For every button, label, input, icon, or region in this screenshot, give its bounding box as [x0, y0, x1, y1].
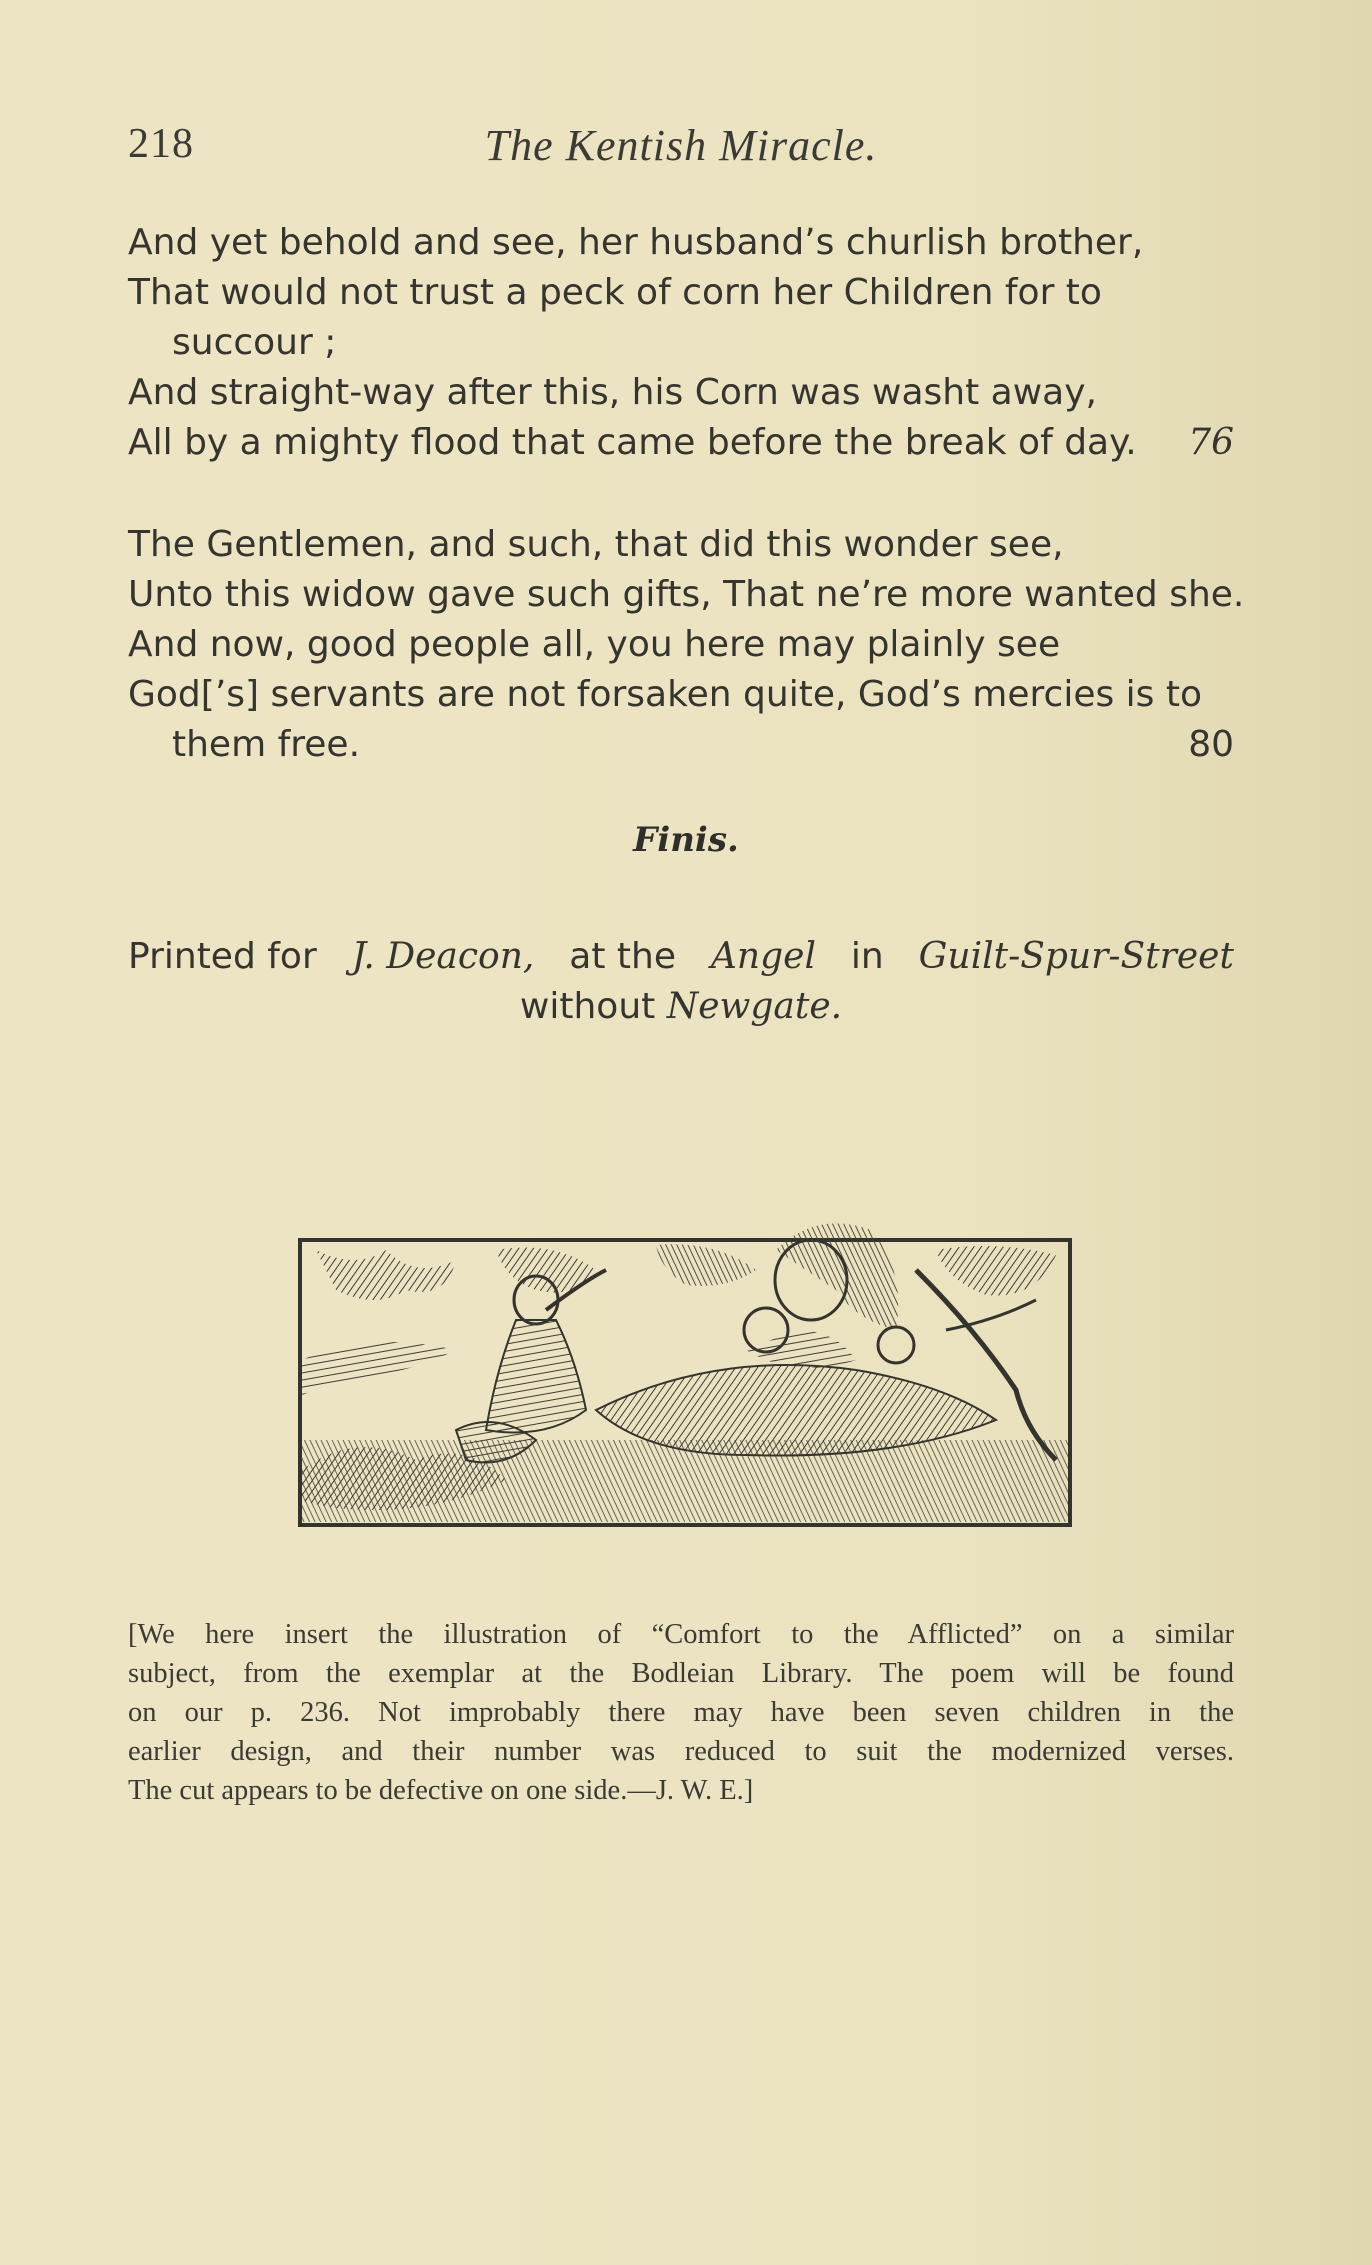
imprint-in: in — [850, 936, 884, 977]
note-line: subject, from the exemplar at the Bodleian Library. The poem will be found — [128, 1658, 1234, 1689]
verse-line-text: All by a mighty flood that came before the break of day. — [128, 422, 1137, 463]
page-header — [128, 120, 1234, 180]
imprint-line-2 — [128, 982, 1234, 1032]
note-line: earlier design, and their number was reduced to suit the modernized verses. — [128, 1736, 1234, 1767]
verse-line: And yet behold and see, her husband’s churlish brother, — [128, 222, 1144, 263]
verse-line-numbered — [128, 418, 1234, 468]
imprint-street: Guilt-Spur-Street — [918, 936, 1234, 977]
imprint-sign: Angel — [710, 936, 816, 977]
note-line: on our p. 236. Not improbably there may have been seven children in the — [128, 1697, 1234, 1728]
running-title: The Kentish Miracle. — [484, 121, 878, 170]
imprint-line-1 — [128, 932, 1234, 982]
editor-note — [128, 1615, 1234, 1810]
note-line: The cut appears to be defective on one side.—J. W. E.] — [128, 1775, 754, 1806]
line-number: 80 — [1188, 724, 1234, 765]
stanza-2 — [128, 520, 1245, 770]
imprint-printed-for: Printed for — [128, 936, 317, 977]
verse-line: Unto this widow gave such gifts, That ne’re more wanted she. — [128, 574, 1245, 615]
verse-line-continuation: succour ; — [172, 322, 337, 363]
woodcut-illustration-icon — [296, 1210, 1076, 1530]
verse-line: And straight-way after this, his Corn was washt away, — [128, 372, 1097, 413]
imprint-at-the: at the — [569, 936, 676, 977]
imprint-without: without — [519, 986, 656, 1027]
imprint-place: Newgate. — [666, 986, 843, 1027]
verse-line-numbered — [128, 720, 1234, 770]
finis-heading: Finis. — [633, 820, 739, 860]
line-number: 76 — [1188, 422, 1234, 463]
verse-line: That would not trust a peck of corn her Children for to — [128, 272, 1102, 313]
verse-line: God[’s] servants are not forsaken quite, God’s mercies is to — [128, 674, 1203, 715]
imprint-printer: J. Deacon, — [351, 936, 535, 977]
verse-line: And now, good people all, you here may plainly see — [128, 624, 1061, 665]
verse-line: The Gentlemen, and such, that did this wonder see, — [128, 524, 1064, 565]
imprint — [128, 932, 1234, 1032]
note-line: [We here insert the illustration of “Comfort to the Afflicted” on a similar — [128, 1619, 1234, 1650]
stanza-1 — [128, 218, 1234, 468]
verse-line-text: them free. — [172, 724, 361, 765]
page-number: 218 — [128, 121, 194, 167]
